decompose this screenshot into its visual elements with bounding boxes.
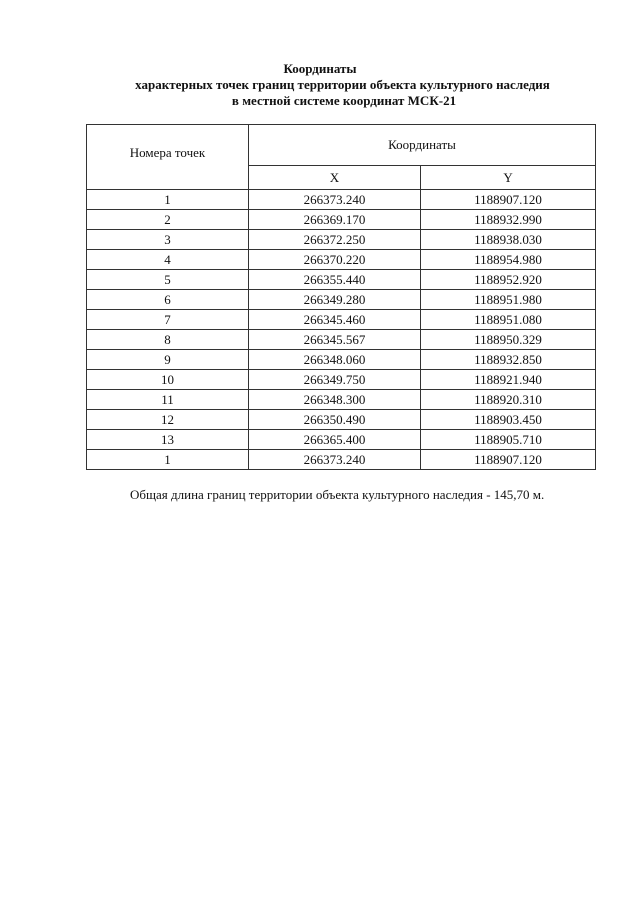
x-coordinate-cell: 266372.250 [249,230,421,250]
y-coordinate-cell: 1188903.450 [421,410,596,430]
point-number-cell: 2 [87,210,249,230]
table-row [87,250,596,270]
title-line-2: характерных точек границ территории объекта культурного наследия [135,77,550,92]
y-coordinate-cell: 1188920.310 [421,390,596,410]
title-line-1: Координаты [283,61,357,76]
table-body [87,190,596,470]
point-number-cell: 4 [87,250,249,270]
x-coordinate-cell: 266349.280 [249,290,421,310]
x-coordinate-cell: 266365.400 [249,430,421,450]
y-coordinate-cell: 1188907.120 [421,450,596,470]
x-coordinate-cell: 266348.060 [249,350,421,370]
point-number-cell: 3 [87,230,249,250]
table-row [87,390,596,410]
x-coordinate-cell: 266373.240 [249,450,421,470]
y-coordinate-cell: 1188954.980 [421,250,596,270]
y-coordinate-cell: 1188921.940 [421,370,596,390]
boundary-length-note: Общая длина границ территории объекта культурного наследия - 145,70 м. [130,487,545,502]
table-row [87,230,596,250]
y-coordinate-cell: 1188938.030 [421,230,596,250]
point-number-cell: 12 [87,410,249,430]
table-row [87,290,596,310]
table-row [87,410,596,430]
y-coordinate-cell: 1188952.920 [421,270,596,290]
point-number-cell: 1 [87,190,249,210]
point-number-cell: 9 [87,350,249,370]
x-coordinate-cell: 266370.220 [249,250,421,270]
table-row [87,350,596,370]
document-title [0,61,640,109]
header-y: Y [421,166,596,190]
coordinates-table [86,124,596,470]
x-coordinate-cell: 266345.460 [249,310,421,330]
table-row [87,430,596,450]
point-number-cell: 6 [87,290,249,310]
table-row [87,210,596,230]
x-coordinate-cell: 266355.440 [249,270,421,290]
table-row [87,450,596,470]
table-row [87,370,596,390]
point-number-cell: 13 [87,430,249,450]
table-row [87,190,596,210]
point-number-cell: 7 [87,310,249,330]
y-coordinate-cell: 1188950.329 [421,330,596,350]
point-number-cell: 10 [87,370,249,390]
x-coordinate-cell: 266345.567 [249,330,421,350]
table-row [87,330,596,350]
x-coordinate-cell: 266348.300 [249,390,421,410]
header-coordinates: Координаты [249,125,596,166]
y-coordinate-cell: 1188905.710 [421,430,596,450]
y-coordinate-cell: 1188951.980 [421,290,596,310]
point-number-cell: 1 [87,450,249,470]
x-coordinate-cell: 266373.240 [249,190,421,210]
table-row [87,270,596,290]
table-row [87,310,596,330]
point-number-cell: 5 [87,270,249,290]
title-line-3: в местной системе координат МСК-21 [231,93,457,108]
x-coordinate-cell: 266369.170 [249,210,421,230]
point-number-cell: 11 [87,390,249,410]
x-coordinate-cell: 266350.490 [249,410,421,430]
y-coordinate-cell: 1188907.120 [421,190,596,210]
header-point-numbers: Номера точек [87,125,249,190]
x-coordinate-cell: 266349.750 [249,370,421,390]
point-number-cell: 8 [87,330,249,350]
y-coordinate-cell: 1188932.990 [421,210,596,230]
y-coordinate-cell: 1188932.850 [421,350,596,370]
header-x: X [249,166,421,190]
y-coordinate-cell: 1188951.080 [421,310,596,330]
